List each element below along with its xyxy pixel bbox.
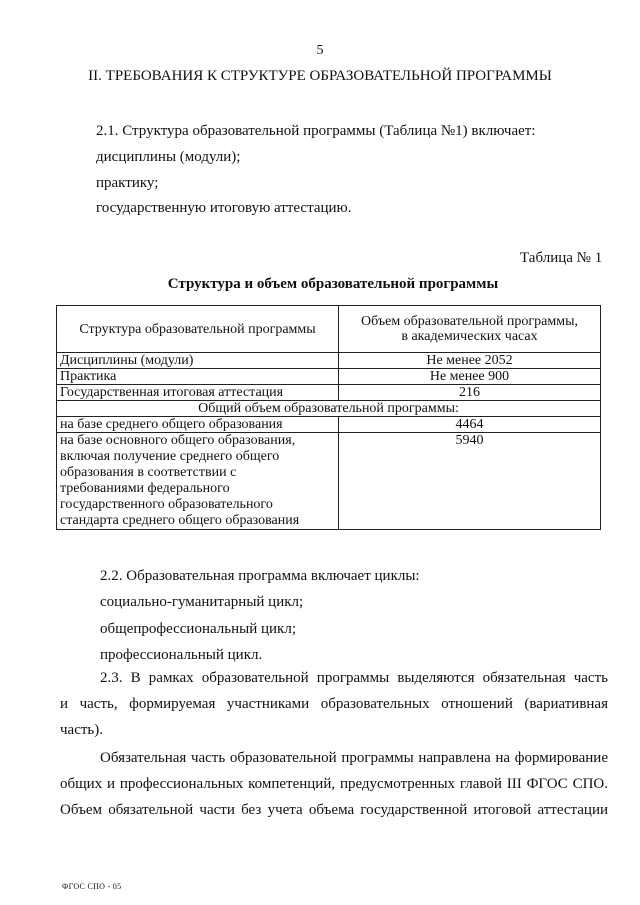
row-value: 4464: [339, 417, 601, 433]
paragraph-line: Обязательная часть образовательной программы направлена на формирование: [100, 750, 608, 766]
table-header-cell: [339, 306, 601, 353]
table-header-cell: Структура образовательной программы: [57, 306, 339, 353]
row-label: Практика: [57, 369, 339, 385]
row-value: 216: [339, 385, 601, 401]
row-label: на базе среднего общего образования: [57, 417, 339, 433]
label-line: образования в соответствии с: [60, 465, 237, 480]
row-value: 5940: [339, 433, 601, 530]
label-line: на базе основного общего образования,: [60, 433, 296, 448]
structure-table: [56, 305, 601, 530]
row-value: Не менее 2052: [339, 353, 601, 369]
cycle-item: социально-гуманитарный цикл;: [100, 594, 304, 610]
cycle-item: общепрофессиональный цикл;: [100, 621, 296, 637]
cycles-paragraph: 2.2. Образовательная программа включает циклы:: [100, 568, 420, 584]
label-line: включая получение среднего общего: [60, 449, 280, 464]
label-line: стандарта среднего общего образования: [60, 513, 300, 528]
header-line: Объем образовательной программы,: [360, 314, 579, 329]
paragraph-line: общих и профессиональных компетенций, предусмотренных главой III ФГОС СПО.: [60, 776, 608, 792]
paragraph-line: Объем обязательной части без учета объема государственной итоговой аттестации: [60, 802, 608, 818]
section-title: II. ТРЕБОВАНИЯ К СТРУКТУРЕ ОБРАЗОВАТЕЛЬНОЙ ПРОГРАММЫ: [88, 68, 552, 84]
row-value: Не менее 900: [339, 369, 601, 385]
total-header: Общий объем образовательной программы:: [57, 401, 601, 417]
paragraph-line: и часть, формируемая участниками образовательных отношений (вариативная: [60, 696, 608, 712]
paragraph-line: 2.3. В рамках образовательной программы выделяются обязательная часть: [100, 670, 608, 686]
table-row: [57, 385, 601, 401]
table-header-row: [57, 306, 601, 353]
table-row: [57, 433, 601, 530]
intro-item: государственную итоговую аттестацию.: [96, 200, 352, 216]
cycle-item: профессиональный цикл.: [100, 647, 263, 663]
row-label: Государственная итоговая аттестация: [57, 385, 339, 401]
intro-paragraph: 2.1. Структура образовательной программы (Таблица №1) включает:: [96, 123, 536, 139]
row-label: Дисциплины (модули): [57, 353, 339, 369]
table-title: Структура и объем образовательной программы: [167, 276, 499, 292]
table-row: [57, 401, 601, 417]
intro-item: практику;: [96, 175, 159, 191]
label-line: требованиями федерального: [60, 481, 230, 496]
paragraph-line: часть).: [60, 722, 104, 738]
row-label: [57, 433, 339, 530]
table-label: Таблица № 1: [520, 250, 603, 266]
intro-item: дисциплины (модули);: [96, 149, 241, 165]
footer-code: ФГОС СПО - 05: [62, 882, 122, 891]
table-row: [57, 369, 601, 385]
page-number: 5: [316, 43, 324, 58]
header-line: в академических часах: [401, 329, 538, 344]
label-line: государственного образовательного: [60, 497, 273, 512]
table-row: [57, 417, 601, 433]
table-row: [57, 353, 601, 369]
